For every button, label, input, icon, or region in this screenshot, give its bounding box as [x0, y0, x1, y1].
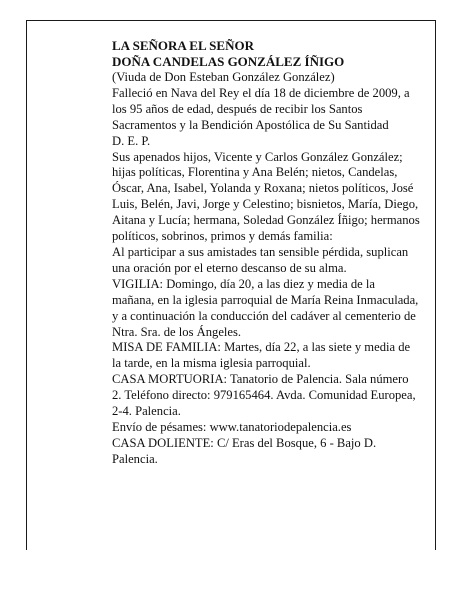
widow-of-text: (Viuda de Don Esteban González González) [112, 70, 335, 84]
dep-text: D. E. P. [112, 133, 151, 148]
condolences-text: Envío de pésames: www.tanatoriodepalencia.es [112, 419, 352, 434]
mourning-house-paragraph: CASA DOLIENTE: C/ Eras del Bosque, 6 - Bajo D. Palencia. [112, 435, 377, 466]
mass-paragraph: MISA DE FAMILIA: Martes, día 22, a las siete y media de la tarde, en la misma iglesia parroquial. [112, 340, 411, 371]
deceased-name: DOÑA CANDELAS GONZÁLEZ ÍÑIGO [112, 54, 345, 69]
family-paragraph: Sus apenados hijos, Vicente y Carlos González González; hijas políticas, Florentina y Ana Belén; nietos, Candelas, Óscar, Ana, Isabel, Yolanda y Roxana; nietos políticos, José Luis, Belén, Javi, Jorge y Celestino; bisnietos, María, Diego, Aitana y Lucía; hermana, Soledad González Íñigo; hermanos políticos, sobrinos, primos y demás familia: [112, 149, 420, 244]
death-info-paragraph: Falleció en Nava del Rey el día 18 de diciembre de 2009, a los 95 años de edad, después de recibir los Santos Sacramentos y la Bendición Apostólica de Su Santidad [112, 85, 410, 132]
funeral-home-paragraph: CASA MORTUORIA: Tanatorio de Palencia. Sala número 2. Teléfono directo: 979165464. Avda. Comunidad Europea, 2-4. Palencia. [112, 372, 416, 419]
vigil-paragraph: VIGILIA: Domingo, día 20, a las diez y media de la mañana, en la iglesia parroquial de María Reina Inmaculada, y a continuación la conducción del cadáver al cementerio de Ntra. Sra. de los Ángeles. [112, 276, 419, 339]
obituary-notice [112, 38, 420, 468]
request-paragraph: Al participar a sus amistades tan sensible pérdida, suplican una oración por el eterno descanso de su alma. [112, 244, 409, 275]
heading-line-1: LA SEÑORA EL SEÑOR [112, 38, 254, 53]
